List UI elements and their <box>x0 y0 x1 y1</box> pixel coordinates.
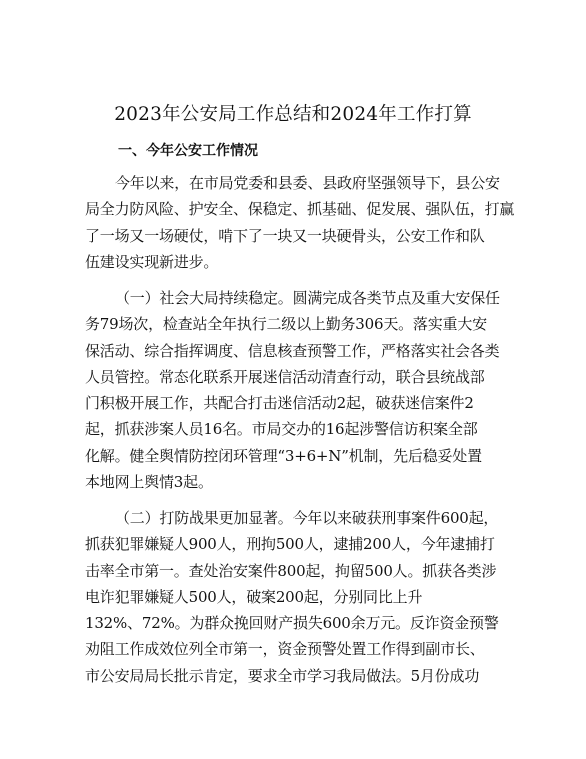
paragraph-crime-fighting <box>85 505 500 689</box>
section-heading: 一、今年公安工作情况 <box>118 143 258 159</box>
paragraph-line: 伍建设实现新进步。 <box>85 252 219 271</box>
paragraph-line: 人员管控。常态化联系开展迷信活动清查行动，联合县统战部 <box>85 367 485 386</box>
paragraph-line: 市公安局局长批示肯定，要求全市学习我局做法。5月份成功 <box>85 666 480 685</box>
paragraph-line: 132%、72%。为群众挽回财产损失600余万元。反诈资金预警 <box>85 614 499 633</box>
paragraph-line: 抓获犯罪嫌疑人900人，刑拘500人，逮捕200人，今年逮捕打 <box>85 535 495 554</box>
paragraph-line: （一）社会大局持续稳定。圆满完成各类节点及重大安保任 <box>115 289 500 307</box>
paragraph-line: 本地网上舆情3起。 <box>85 473 213 492</box>
paragraph-line: 击率全市第一。查处治安案件800起，拘留500人。抓获各类涉 <box>85 561 497 580</box>
paragraph-line: 了一场又一场硬仗，啃下了一块又一块硬骨头，公安工作和队 <box>85 226 485 245</box>
paragraph-line: 电诈犯罪嫌疑人500人，破案200起，分别同比上升 <box>85 587 423 606</box>
paragraph-line: 务79场次，检查站全年执行二级以上勤务306天。落实重大安 <box>85 315 487 334</box>
paragraph-social-stability <box>85 285 500 495</box>
paragraph-line: 今年以来，在市局党委和县委、县政府坚强领导下，县公安 <box>115 174 500 192</box>
paragraph-line: 门积极开展工作，共配合打击迷信活动2起，破获迷信案件2 <box>85 394 474 413</box>
paragraph-overview <box>85 170 515 275</box>
paragraph-line: 劝阻工作成效位列全市第一，资金预警处置工作得到副市长、 <box>85 640 485 659</box>
paragraph-line: 起，抓获涉案人员16名。市局交办的16起涉警信访积案全部 <box>85 420 478 439</box>
paragraph-line: 保活动、综合指挥调度、信息核查预警工作，严格落实社会各类 <box>85 341 500 360</box>
document-title: 2023年公安局工作总结和2024年工作打算 <box>114 104 472 125</box>
paragraph-line: 化解。健全舆情防控闭环管理“3+6+N”机制，先后稳妥处置 <box>85 446 482 465</box>
paragraph-line: （二）打防战果更加显著。今年以来破获刑事案件600起， <box>115 509 499 527</box>
paragraph-line: 局全力防风险、护安全、保稳定、抓基础、促发展、强队伍，打赢 <box>85 200 515 219</box>
